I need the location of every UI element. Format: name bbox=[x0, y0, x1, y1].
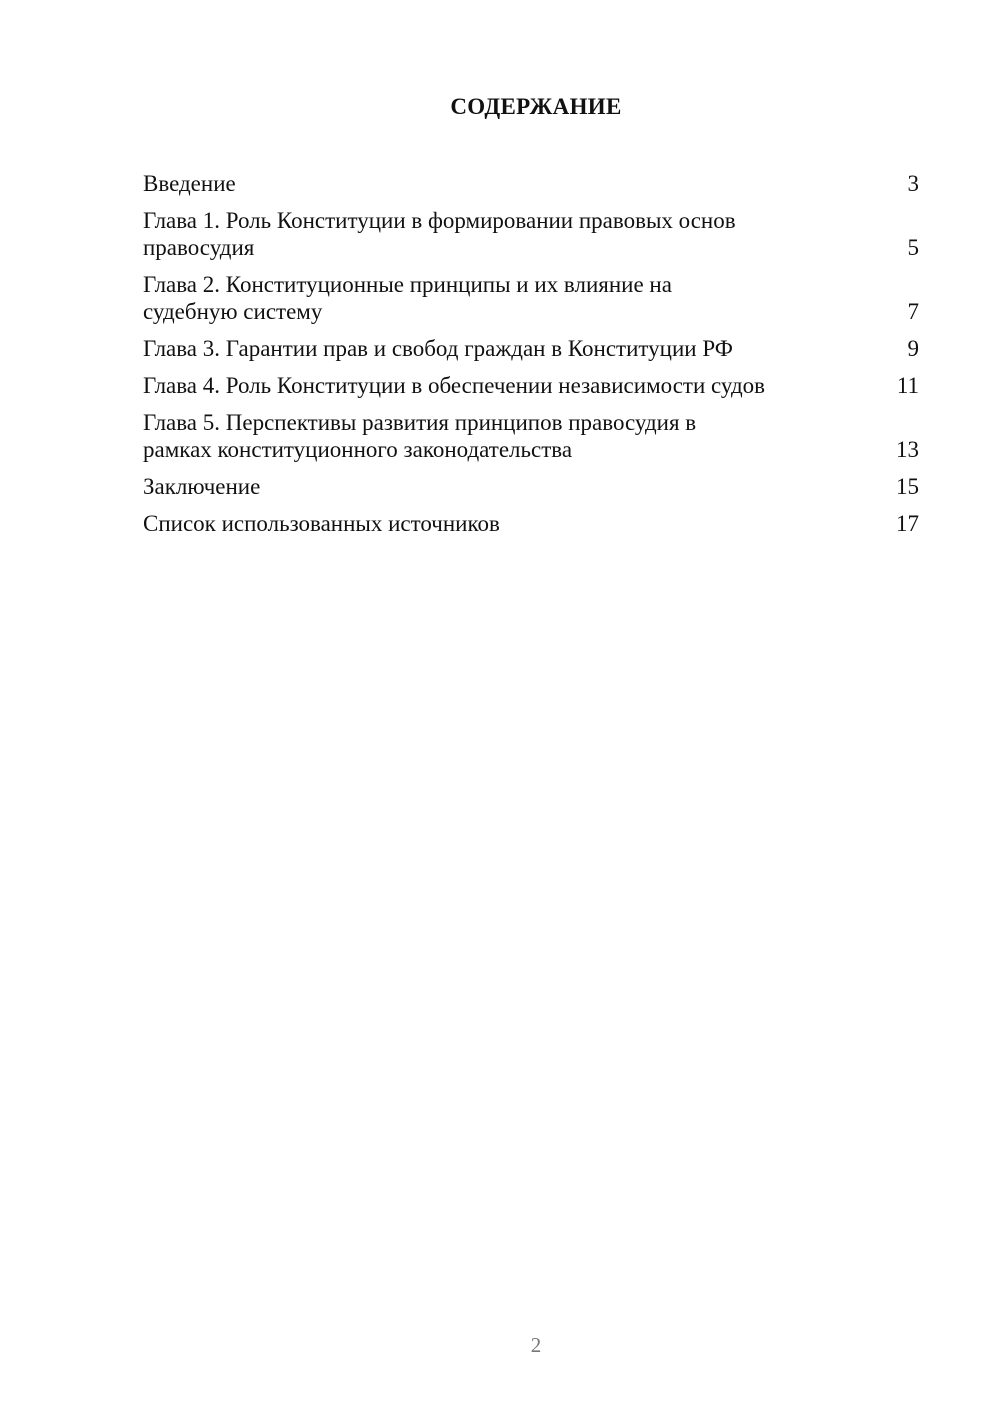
toc-entry-label: Глава 5. Перспективы развития принципов правосудия в рамках конституционного законодательства bbox=[143, 410, 697, 462]
toc-entry-label: Список использованных источников bbox=[143, 511, 500, 536]
toc-title: СОДЕРЖАНИЕ bbox=[450, 94, 622, 119]
toc-entry-chapter-3[interactable] bbox=[143, 335, 919, 362]
toc-entry-conclusion[interactable] bbox=[143, 473, 919, 500]
toc-entry-page: 17 bbox=[896, 511, 919, 536]
toc-entry-label: Глава 3. Гарантии прав и свобод граждан в Конституции РФ bbox=[143, 336, 733, 361]
toc-entry-label: Глава 1. Роль Конституции в формировании правовых основ правосудия bbox=[143, 208, 736, 260]
toc-entry-page: 9 bbox=[907, 336, 919, 361]
toc-entry-label: Глава 4. Роль Конституции в обеспечении независимости судов bbox=[143, 373, 766, 398]
toc-entry-page: 5 bbox=[907, 235, 919, 260]
toc-entry-page: 15 bbox=[896, 474, 919, 499]
toc-entry-page: 11 bbox=[896, 373, 919, 398]
toc-entry-page: 3 bbox=[907, 171, 919, 196]
toc-entry-label: Заключение bbox=[143, 474, 261, 499]
toc-entry-page: 13 bbox=[896, 437, 919, 462]
toc-entry-chapter-2[interactable] bbox=[143, 271, 919, 325]
toc-entry-chapter-5[interactable] bbox=[143, 409, 919, 463]
table-of-contents bbox=[143, 170, 919, 547]
toc-entry-label: Введение bbox=[143, 171, 236, 196]
toc-entry-chapter-1[interactable] bbox=[143, 207, 919, 261]
toc-entry-introduction[interactable] bbox=[143, 170, 919, 197]
toc-entry-references[interactable] bbox=[143, 510, 919, 537]
toc-entry-page: 7 bbox=[907, 299, 919, 324]
page-number: 2 bbox=[530, 1333, 542, 1357]
toc-entry-chapter-4[interactable] bbox=[143, 372, 919, 399]
toc-entry-label: Глава 2. Конституционные принципы и их влияние на судебную систему bbox=[143, 272, 672, 324]
